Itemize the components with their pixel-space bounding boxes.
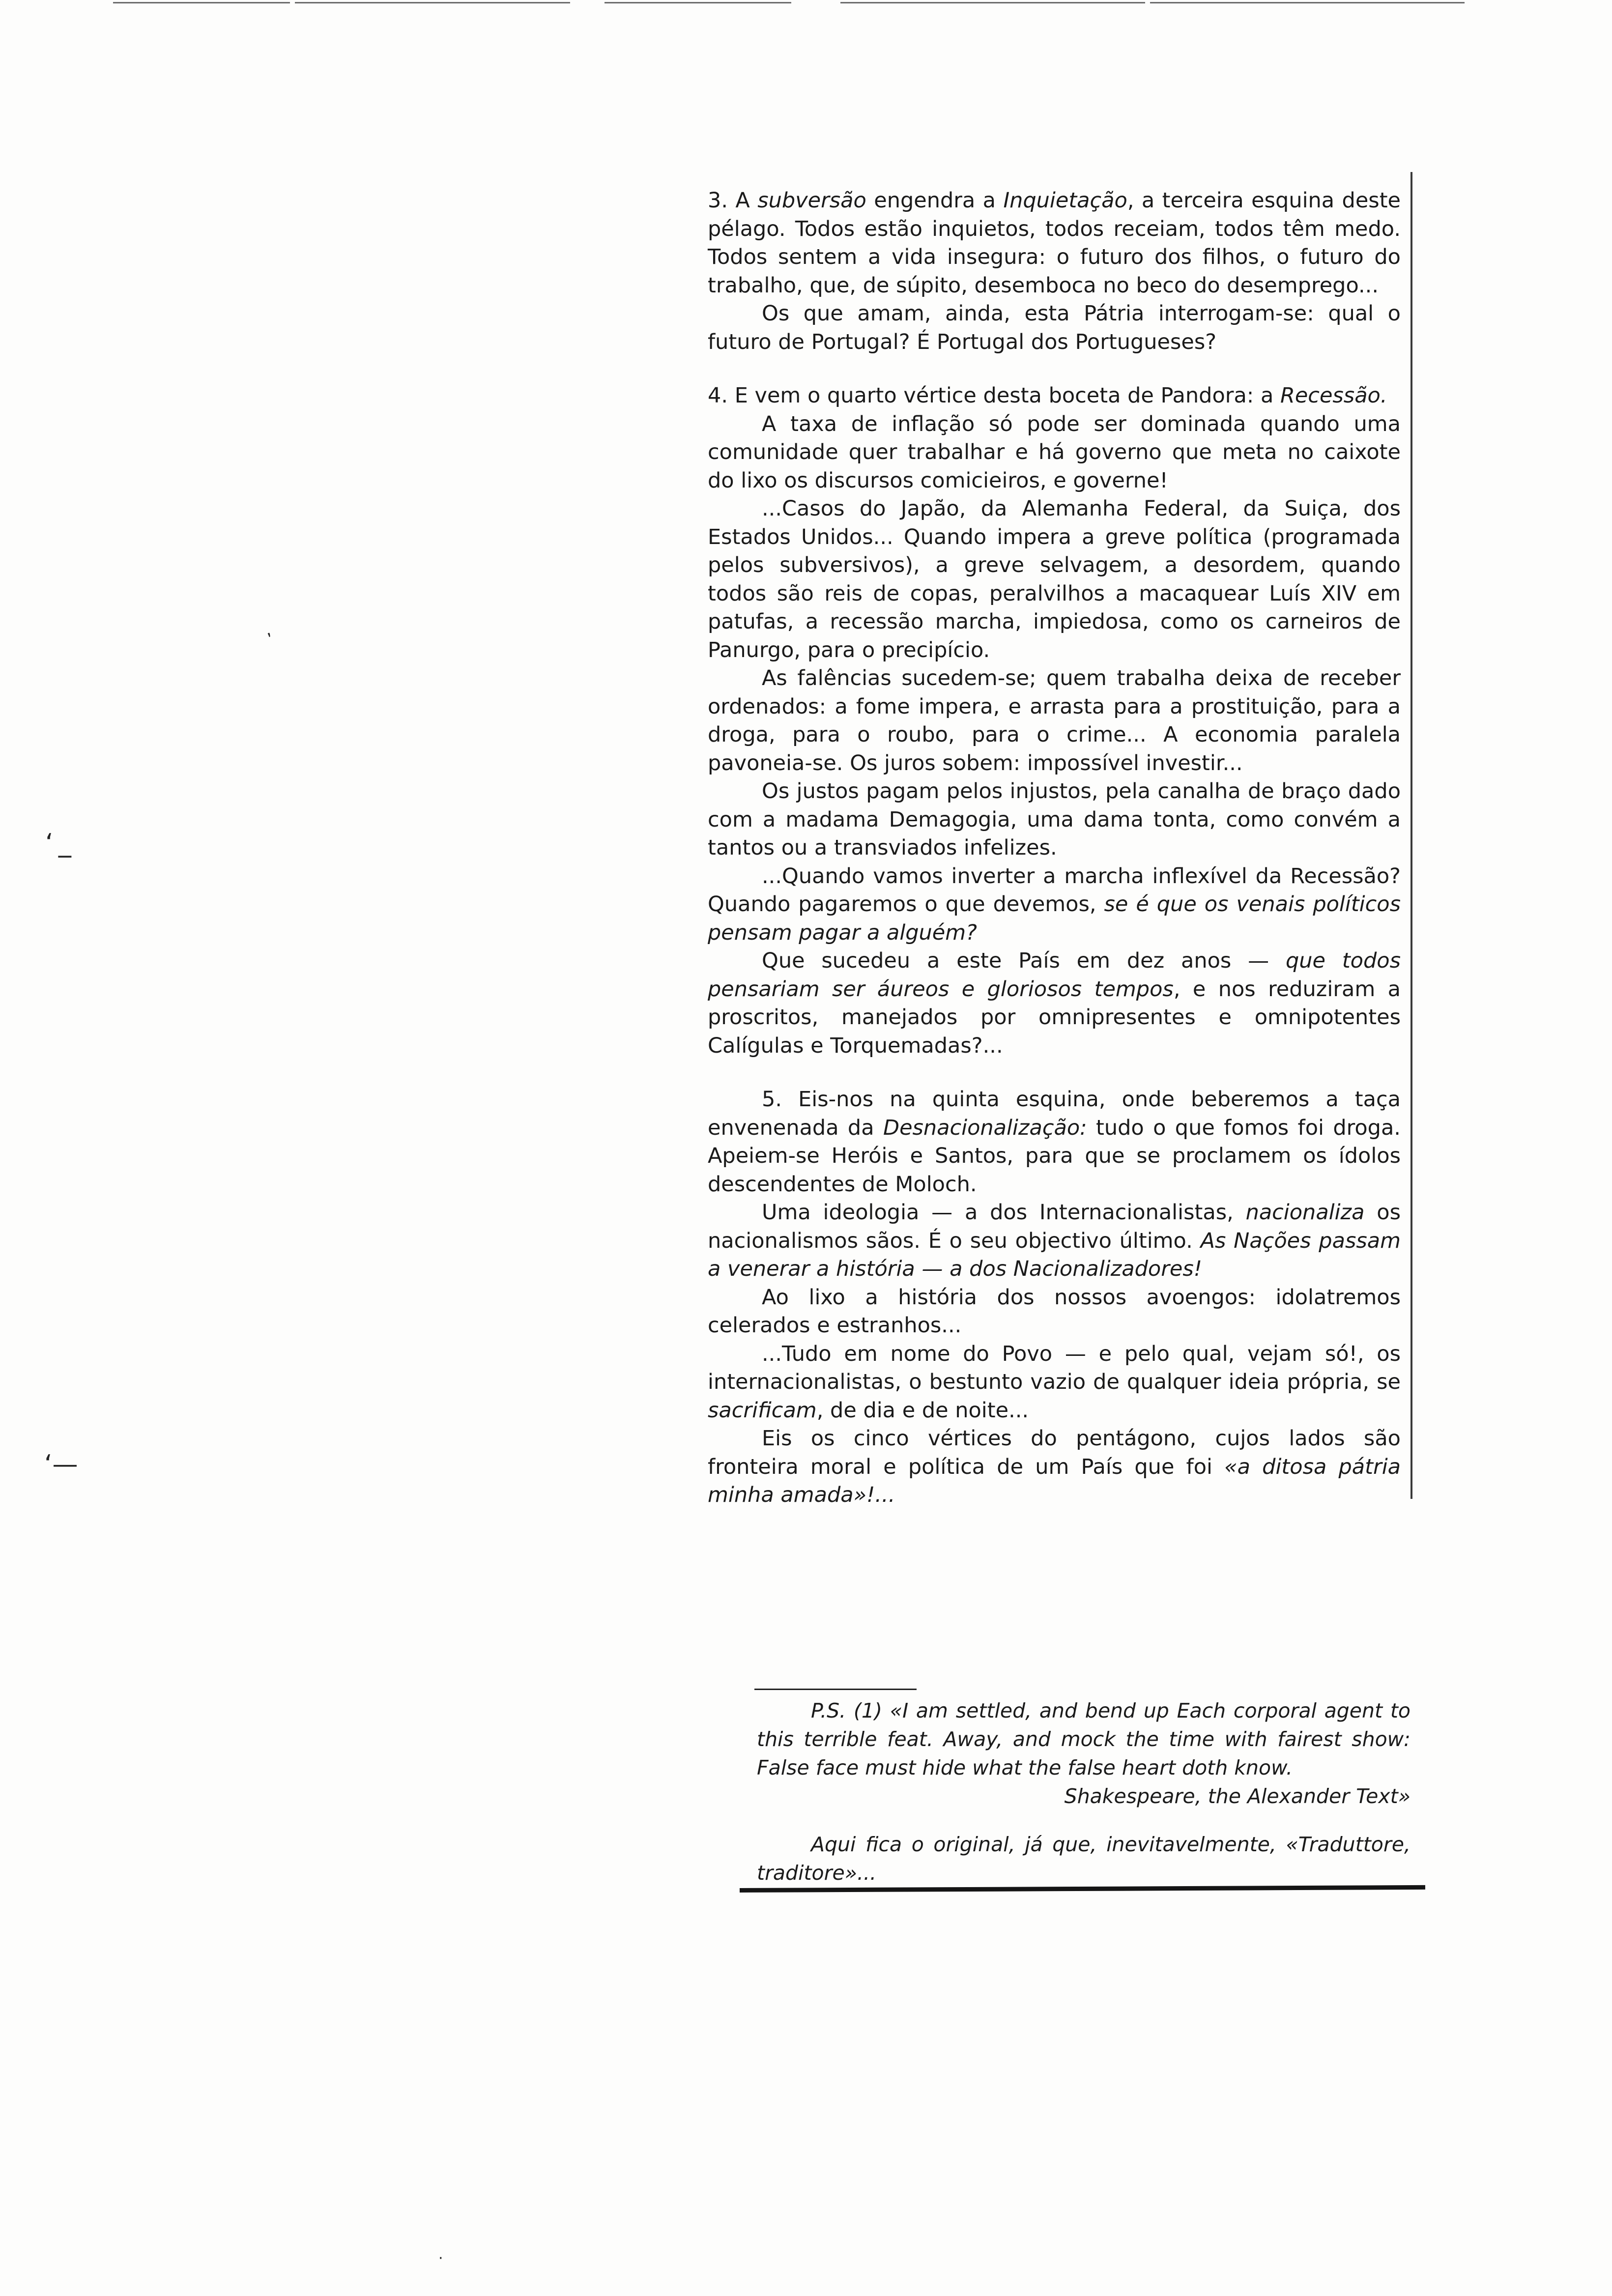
margin-mark: · <box>438 2250 443 2267</box>
section-5-paragraph: Uma ideologia — a dos Internacionalistas, nacionaliza os nacionalismos sãos. É o seu objectivo último. As Nações passam a venerar a história — a dos Nacionalizadores! <box>708 1200 1401 1281</box>
margin-mark: ’ <box>264 629 280 649</box>
top-edge-rule <box>604 2 791 3</box>
section-4-paragraph: Os justos pagam pelos injustos, pela canalha de braço dado com a madama Demagogia, uma dama tonta, como convém a tantos ou a transviados infelizes. <box>708 779 1401 860</box>
postscript-attribution: Shakespeare, the Alexander Text» <box>1064 1784 1410 1808</box>
margin-mark: ‘ _ <box>45 829 71 858</box>
section-4-paragraph: As falências sucedem-se; quem trabalha deixa de receber ordenados: a fome impera, e arrasta para a prostituição, para a droga, para o roubo, para o crime... A economia paralela pavoneia-se. Os juros sobem: impossível investir... <box>708 666 1401 775</box>
section-5-paragraph: Eis os cinco vértices do pentágono, cujos lados são fronteira moral e política de um País que foi «a ditosa pátria minha amada»!... <box>708 1426 1401 1507</box>
section-5-paragraph: ...Tudo em nome do Povo — e pelo qual, vejam só!, os internacionalistas, o bestunto vazio de qualquer ideia própria, se sacrificam, de dia e de noite... <box>708 1341 1401 1423</box>
top-edge-rule <box>295 2 570 3</box>
section-3-paragraph: Os que amam, ainda, esta Pátria interrogam-se: qual o futuro de Portugal? É Portugal dos Portugueses? <box>708 301 1401 354</box>
top-edge-rule <box>840 2 1145 3</box>
section-5-paragraph: Ao lixo a história dos nossos avoengos: idolatremos celerados e estranhos... <box>708 1285 1401 1338</box>
article-column <box>708 187 1401 1510</box>
section-4-paragraph: ...Casos do Japão, da Alemanha Federal, da Suiça, dos Estados Unidos... Quando impera a greve política (programada pelos subversivos), a greve selvagem, a desordem, quando todos são reis de copas, peralvilhos a macaquear Luís XIV em patufas, a recessão marcha, impiedosa, como os carneiros de Panurgo, para o precipício. <box>708 496 1401 662</box>
postscript-note: Aqui fica o original, já que, inevitavelmente, «Traduttore, traditore»... <box>757 1833 1410 1885</box>
column-right-border <box>1410 172 1412 1499</box>
postscript-divider <box>754 1689 917 1690</box>
section-4-paragraph: A taxa de inflação só pode ser dominada quando uma comunidade quer trabalhar e há governo que meta no caixote do lixo os discursos comicieiros, e governe! <box>708 411 1401 493</box>
section-5-heading-paragraph: 5. Eis-nos na quinta esquina, onde beberemos a taça envenenada da Desnacionalização: tudo o que fomos foi droga. Apeiem-se Heróis e Santos, para que se proclamem os ídolos descendentes de Moloch. <box>708 1087 1401 1197</box>
section-4-paragraph: ...Quando vamos inverter a marcha inflexível da Recessão? Quando pagaremos o que devemos, se é que os venais políticos pensam pagar a alguém? <box>708 863 1401 945</box>
section-4-heading-paragraph: 4. E vem o quarto vértice desta boceta de Pandora: a Recessão. <box>708 383 1387 408</box>
section-4-paragraph: Que sucedeu a este País em dez anos — que todos pensariam ser áureos e gloriosos tempos, e nos reduziram a proscritos, manejados por omnipresentes e omnipotentes Calígulas e Torquemadas?... <box>708 948 1401 1058</box>
margin-mark: ‘— <box>44 1450 78 1479</box>
top-edge-rule <box>1150 2 1465 3</box>
postscript-quote: P.S. (1) «I am settled, and bend up Each corporal agent to this terrible feat. Away, and mock the time with fairest show: False face must hide what the false heart doth know. <box>757 1699 1410 1779</box>
top-edge-rule <box>113 2 290 3</box>
section-3-paragraph: 3. A subversão engendra a Inquietação, a terceira esquina deste pélago. Todos estão inquietos, todos receiam, todos têm medo. Todos sentem a vida insegura: o futuro dos filhos, o futuro do trabalho, que, de súpito, desemboca no beco do desemprego... <box>708 188 1401 298</box>
postscript-block <box>757 1696 1410 1887</box>
